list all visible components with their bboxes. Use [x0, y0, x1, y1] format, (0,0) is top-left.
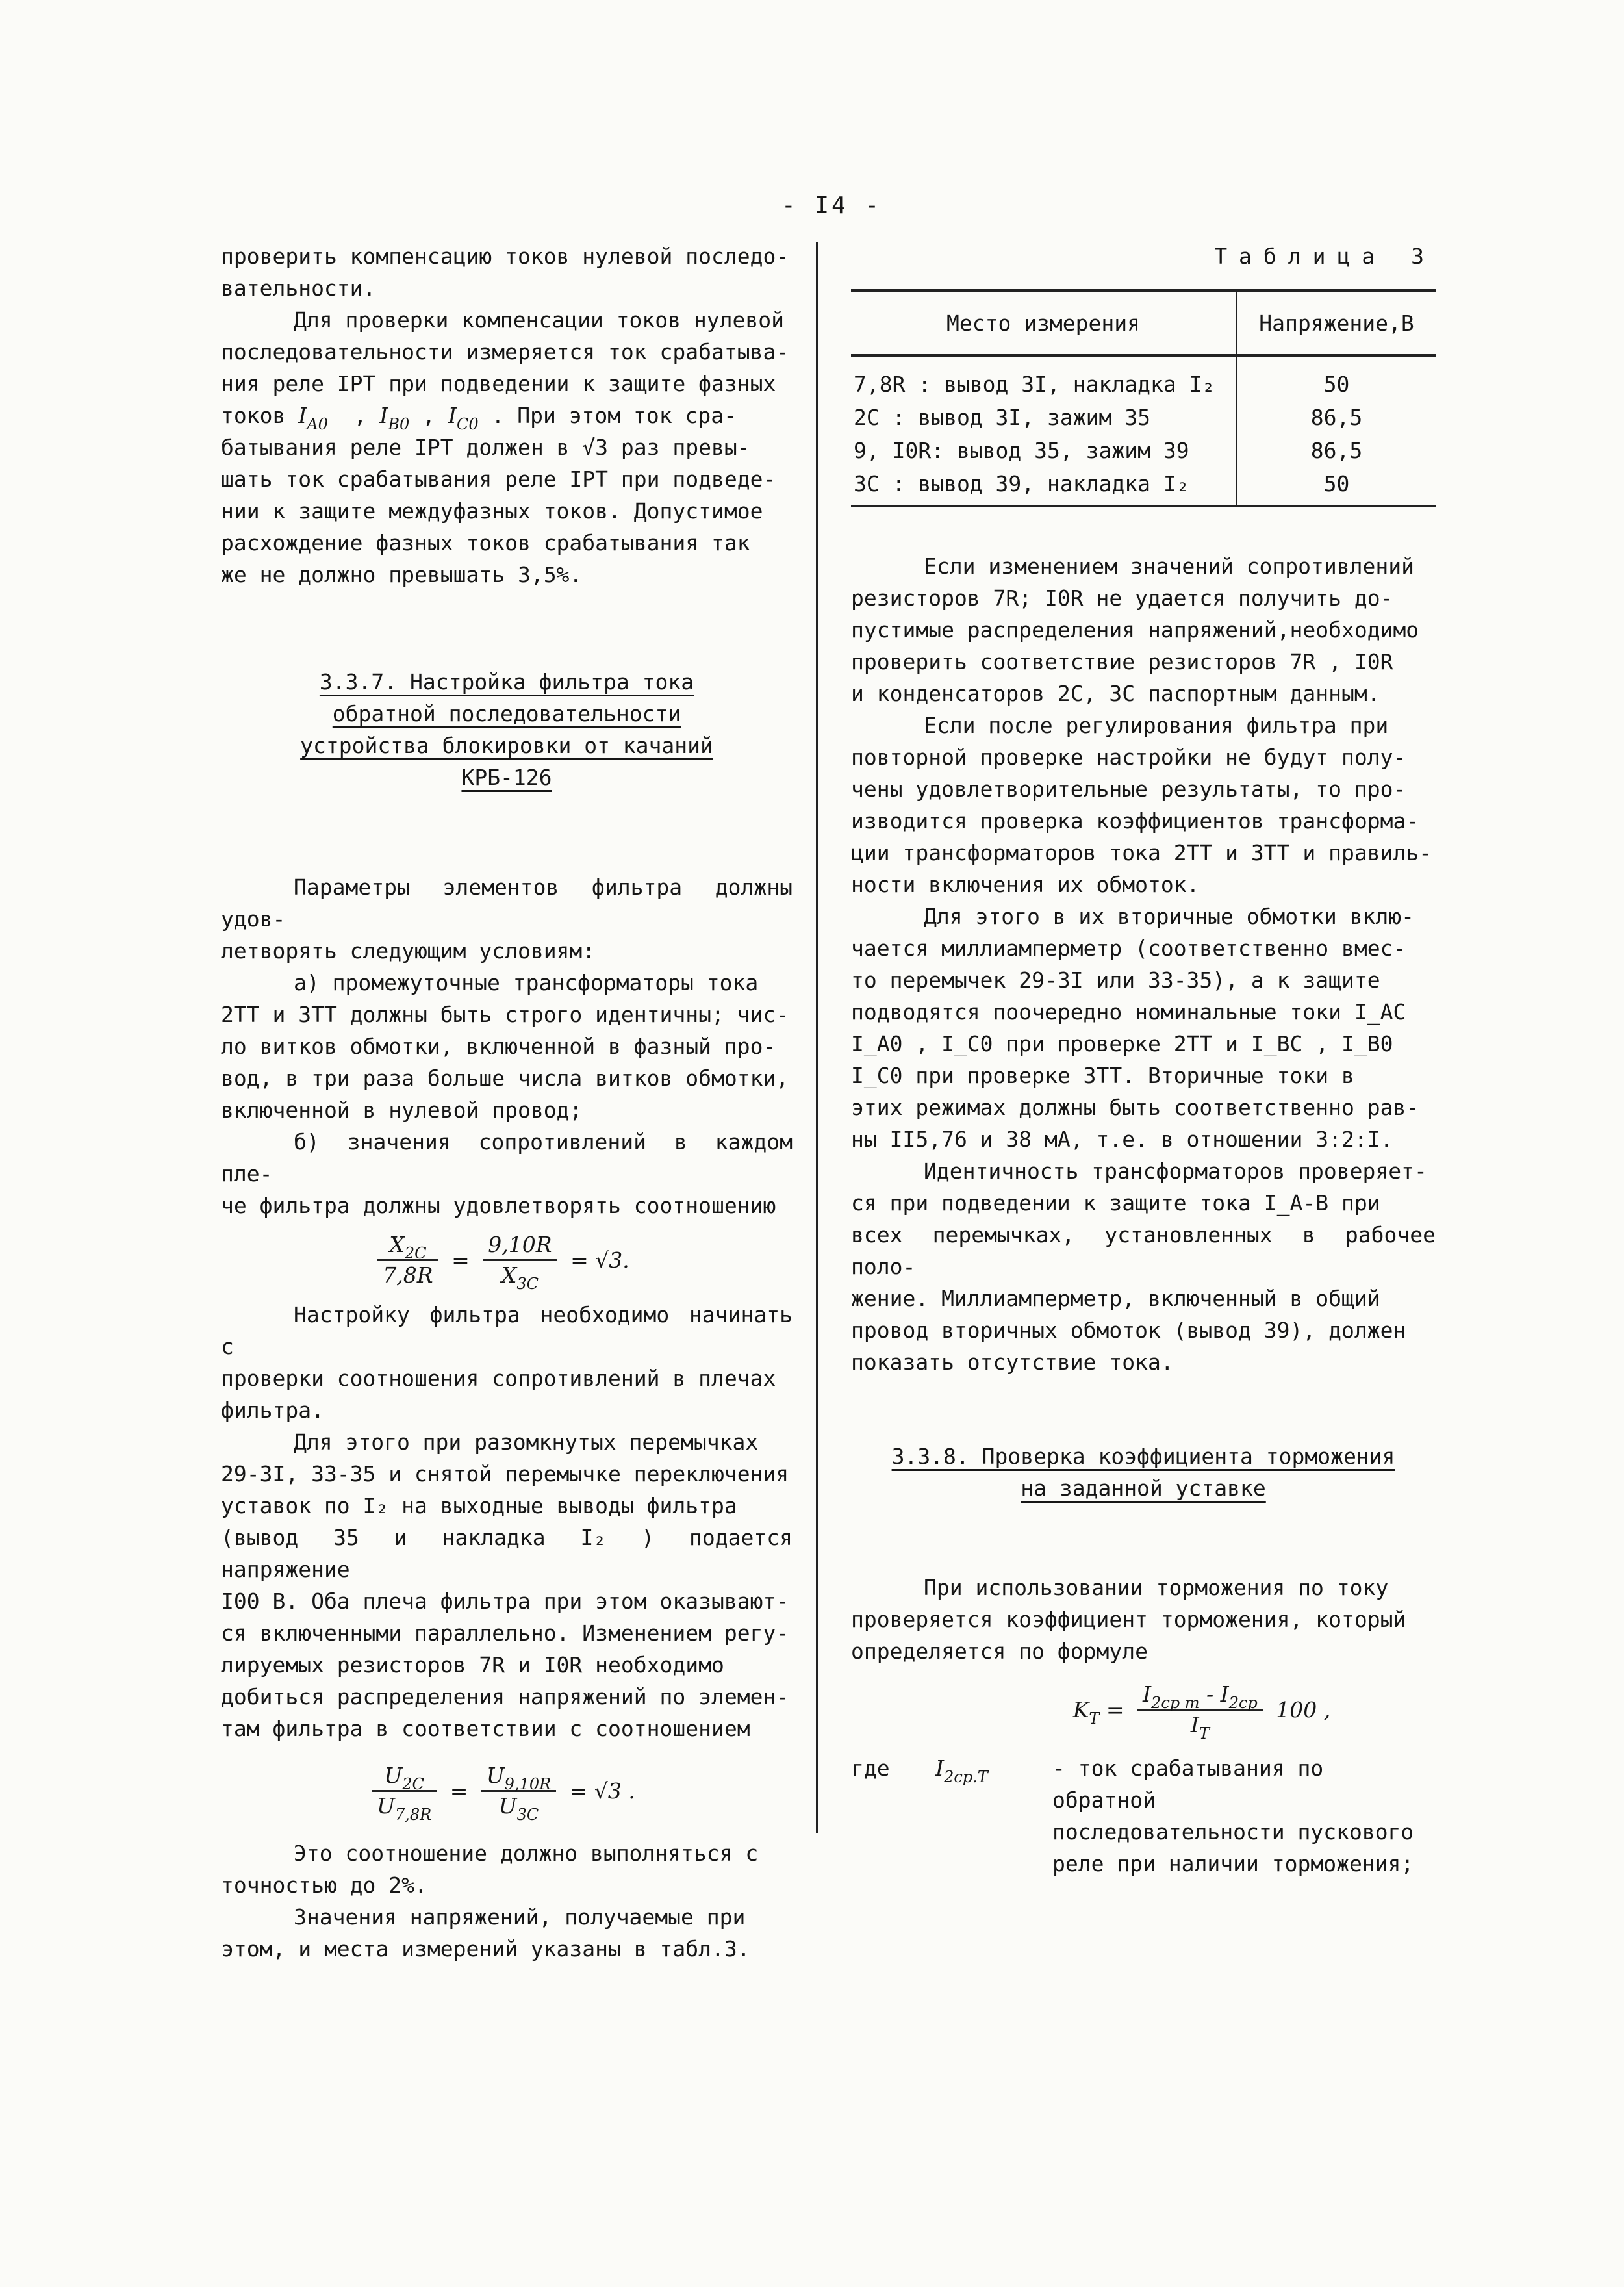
paragraph	[221, 871, 793, 967]
symbol-definition	[851, 1752, 1436, 1880]
text-line: всех перемычках, установленных в рабочее поло-	[851, 1222, 1436, 1279]
text-line: этом, и места измерений указаны в табл.3.	[221, 1936, 750, 1961]
table-cell: 2С : вывод 3I, зажим 35	[851, 401, 1237, 434]
text-line: этих режимах должны быть соответственно рав-	[851, 1095, 1419, 1120]
text-line: батывания реле IРТ должен в √3 раз превы-	[221, 435, 750, 460]
text-line: ся включенными параллельно. Изменением регу-	[221, 1620, 789, 1646]
text-line: нии к защите междуфазных токов. Допустимое	[221, 498, 763, 524]
paragraph	[221, 1837, 793, 1901]
formula-braking-coefficient: $K_T$ = $\frac{I_{2cp т} - I_{2cp}}{I_T}$ 100 ,	[1072, 1681, 1331, 1743]
table-header-row	[851, 290, 1436, 355]
text-line: ности включения их обмоток.	[851, 872, 1200, 897]
table-row	[851, 401, 1436, 434]
formula-reactance-ratio: $\frac{X_{2C}}{7,8R}$ = $\frac{9,10R}{X_{3C}}$ = √3.	[221, 1231, 793, 1290]
section-heading	[221, 666, 793, 793]
text-line: Если после регулирования фильтра при	[924, 713, 1389, 738]
text-line: проверки соотношения сопротивлений в плечах	[221, 1366, 776, 1391]
text-line: шать ток срабатывания реле IРТ при подведе-	[221, 466, 776, 492]
paragraph	[221, 1426, 793, 1744]
definition-text	[1052, 1752, 1436, 1880]
text-line: ции трансформаторов тока 2ТТ и 3ТТ и правиль-	[851, 840, 1432, 865]
paragraph	[221, 1901, 793, 1965]
text-line: - ток срабатывания по обратной	[1052, 1756, 1324, 1813]
text-line: повторной проверке настройки не будут полу-	[851, 745, 1406, 770]
paragraph	[851, 1155, 1436, 1378]
text-line: Настройку фильтра необходимо начинать с	[221, 1302, 793, 1359]
text-line: I_C0 при проверке 3ТТ. Вторичные токи в	[851, 1063, 1354, 1088]
text-line: то перемычек 29-3I или 33-35), а к защите	[851, 967, 1380, 993]
text-line: При использовании торможения по току	[924, 1575, 1389, 1600]
text-line: последовательности измеряется ток срабатыва-	[221, 339, 789, 364]
heading-line: КРБ-126	[461, 765, 552, 790]
text-line: пустимые распределения напряжений,необходимо	[851, 617, 1419, 643]
text-line: подводятся поочередно номинальные токи I_AC	[851, 999, 1406, 1025]
column-divider	[816, 242, 818, 1833]
text-line: вательности.	[221, 275, 376, 301]
text-line: че фильтра должны удовлетворять соотношению	[221, 1193, 776, 1218]
definition-label: где	[851, 1756, 890, 1781]
table-cell: 7,8R : вывод 3I, накладка I₂	[851, 355, 1237, 401]
text-line: ло витков обмотки, включенной в фазный про-	[221, 1034, 776, 1059]
heading-line: устройства блокировки от качаний	[300, 733, 713, 758]
text-line: же не должно превышать 3,5%.	[221, 562, 583, 587]
text-line: (вывод 35 и накладка I₂ ) подается напряжение	[221, 1525, 793, 1582]
text-line: проверяется коэффициент торможения, который	[851, 1607, 1406, 1632]
text-line: Если изменением значений сопротивлений	[924, 554, 1414, 579]
heading-line: обратной последовательности	[332, 701, 681, 726]
text-line: проверить соответствие резисторов 7R , I0R	[851, 649, 1393, 674]
text-line: показать отсутствие тока.	[851, 1349, 1174, 1375]
text-line: чены удовлетворительные результаты, то про-	[851, 776, 1406, 802]
text-line: Это соотношение должно выполняться с	[294, 1841, 759, 1866]
text-line: фильтра.	[221, 1398, 324, 1423]
paragraph	[221, 1299, 793, 1426]
text-line: Параметры элементов фильтра должны удов-	[221, 875, 793, 932]
measurement-table	[851, 289, 1436, 507]
text-line: там фильтра в соответствии с соотношением	[221, 1716, 750, 1741]
left-column	[221, 240, 793, 1965]
text-line: ся при подведении к защите тока I_A-B при	[851, 1190, 1380, 1216]
text-line: а) промежуточные трансформаторы тока	[294, 970, 759, 995]
table-cell: 9, I0R: вывод 35, зажим 39	[851, 434, 1237, 467]
text-line: и конденсаторов 2С, 3С паспортным данным.	[851, 681, 1380, 706]
table-row	[851, 467, 1436, 506]
text-line: I_A0 , I_C0 при проверке 2ТТ и I_BC , I_B0	[851, 1031, 1393, 1056]
table-row	[851, 355, 1436, 401]
text-line: Идентичность трансформаторов проверяет-	[924, 1158, 1427, 1184]
text-line: ния реле IРТ при подведении к защите фазных	[221, 371, 776, 396]
paragraph	[851, 901, 1436, 1155]
text-line: добиться распределения напряжений по элемен-	[221, 1684, 789, 1709]
text-line: резисторов 7R; I0R не удается получить до-	[851, 585, 1393, 611]
paragraph	[851, 709, 1436, 901]
column-header: Место измерения	[851, 290, 1237, 355]
text-line: расхождение фазных токов срабатывания так	[221, 530, 750, 556]
text-line: Для этого при разомкнутых перемычках	[294, 1429, 759, 1455]
text-line: Для этого в их вторичные обмотки вклю-	[924, 904, 1414, 929]
text-line: летворять следующим условиям:	[221, 938, 596, 964]
text-line: Значения напряжений, получаемые при	[294, 1904, 746, 1930]
table-cell: 50	[1323, 372, 1350, 397]
right-column	[851, 240, 1436, 1880]
table-cell: 50	[1237, 467, 1436, 506]
paragraph	[851, 550, 1436, 709]
text-line: последовательности пускового	[1052, 1819, 1414, 1845]
text-line: I00 В. Оба плеча фильтра при этом оказывают-	[221, 1589, 789, 1614]
list-item-b	[221, 1126, 793, 1221]
text-line: провод вторичных обмоток (вывод 39), должен	[851, 1318, 1406, 1343]
text-line: вод, в три раза больше числа витков обмотки,	[221, 1066, 789, 1091]
paragraph	[221, 240, 793, 304]
table-row	[851, 434, 1436, 467]
heading-line: на заданной уставке	[1021, 1476, 1266, 1501]
text-line: точностью до 2%.	[221, 1872, 427, 1898]
text-line: уставок по I₂ на выходные выводы фильтра	[221, 1493, 737, 1518]
text-line: реле при наличии торможения;	[1052, 1851, 1414, 1876]
formula-voltage-ratio: $\frac{U_{2C}}{U_{7,8R}}$ = $\frac{U_{9,10R}}{U_{3C}}$ = √3 .	[221, 1761, 793, 1821]
text-line: б) значения сопротивлений в каждом пле-	[221, 1129, 793, 1186]
text-line: жение. Миллиамперметр, включенный в общий	[851, 1286, 1380, 1311]
section-heading	[851, 1440, 1436, 1504]
text-line: изводится проверка коэффициентов трансформа-	[851, 808, 1419, 834]
text-line: Для проверки компенсации токов нулевой	[294, 307, 784, 333]
list-item-a	[221, 967, 793, 1126]
table-cell: 86,5	[1310, 405, 1363, 430]
text-line: 29-3I, 33-35 и снятой перемычке переключения	[221, 1461, 789, 1487]
text-line: включенной в нулевой провод;	[221, 1097, 583, 1123]
text-line: 2ТТ и 3ТТ должны быть строго идентичны; чис-	[221, 1002, 789, 1027]
paragraph	[221, 304, 793, 591]
heading-line: 3.3.7. Настройка фильтра тока	[319, 669, 694, 695]
heading-line: 3.3.8. Проверка коэффициента торможения	[891, 1444, 1395, 1469]
paragraph	[851, 1572, 1436, 1667]
table-caption: Таблица 3	[1214, 244, 1436, 269]
text-line: ны II5,76 и 38 мА, т.е. в отношении 3:2:I.	[851, 1127, 1393, 1152]
text-line: токов $I_{A0}$ , $I_{B0}$ , $I_{C0}$ . При этом ток сра-	[221, 403, 737, 433]
table-cell: 3С : вывод 39, накладка I₂	[851, 467, 1237, 506]
text-line: определяется по формуле	[851, 1639, 1148, 1664]
text-line: чается миллиамперметр (соответственно вмес-	[851, 936, 1406, 961]
definition-symbol: $I_{2cp.T}$	[935, 1756, 988, 1786]
table-cell: 86,5	[1310, 438, 1363, 463]
text-line: проверить компенсацию токов нулевой последо-	[221, 244, 789, 269]
page-number: - I4 -	[781, 192, 882, 219]
column-header: Напряжение,В	[1237, 290, 1436, 355]
text-line: лируемых резисторов 7R и I0R необходимо	[221, 1652, 724, 1678]
